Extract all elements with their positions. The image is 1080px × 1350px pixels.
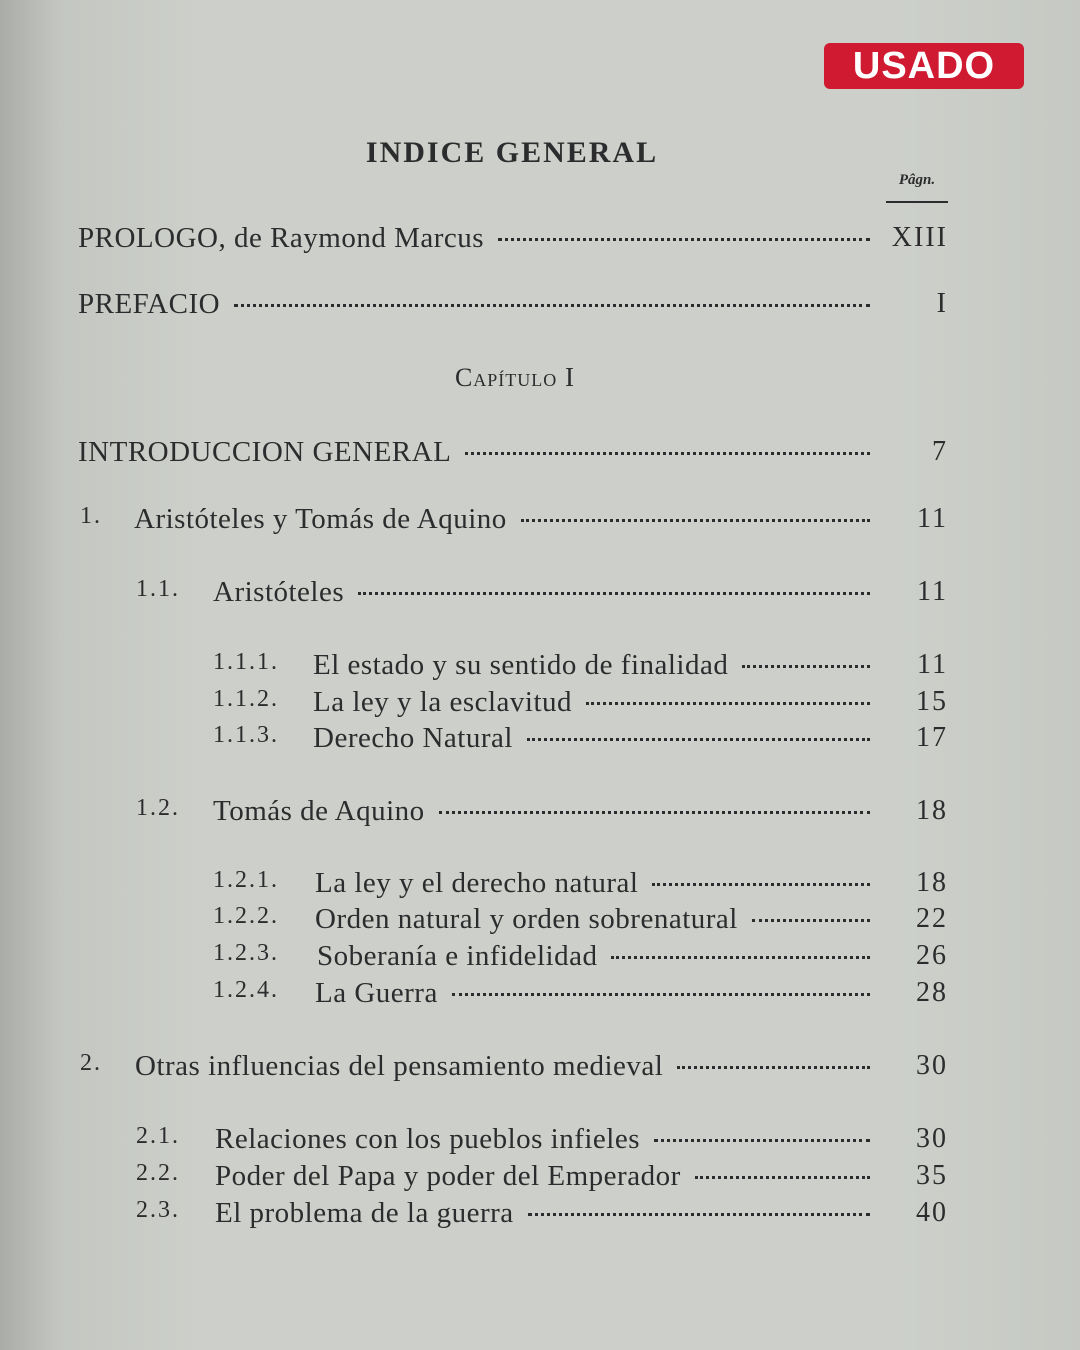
toc-entry xyxy=(0,795,1080,835)
leader-dots xyxy=(234,304,870,307)
entry-label: Derecho Natural xyxy=(313,722,513,754)
leader-dots xyxy=(452,993,870,996)
entry-label: Otras influencias del pensamiento medieval xyxy=(135,1050,664,1082)
leader-dots xyxy=(752,919,870,922)
toc-entry-introduccion xyxy=(0,436,1080,476)
leader-dots xyxy=(677,1066,870,1069)
entry-label: Soberanía e infidelidad xyxy=(317,940,598,972)
toc-entry xyxy=(0,1050,1080,1090)
toc-entry xyxy=(0,1123,1080,1163)
entry-page: 26 xyxy=(916,940,948,971)
leader-dots xyxy=(521,519,870,522)
entry-page: 30 xyxy=(916,1050,948,1081)
entry-label: Aristóteles xyxy=(213,576,345,608)
entry-label: Relaciones con los pueblos infieles xyxy=(215,1123,641,1155)
entry-label: El estado y su sentido de finalidad xyxy=(313,649,729,681)
leader-dots xyxy=(586,702,870,705)
toc-entry xyxy=(0,1160,1080,1200)
entry-label: Poder del Papa y poder del Emperador xyxy=(215,1160,681,1192)
entry-page: 30 xyxy=(916,1123,948,1154)
entry-page: 28 xyxy=(916,977,948,1008)
entry-label: Orden natural y orden sobrenatural xyxy=(315,903,738,935)
entry-label: La ley y la esclavitud xyxy=(313,686,573,718)
entry-page: 17 xyxy=(916,722,948,753)
entry-label: Aristóteles y Tomás de Aquino xyxy=(134,503,507,535)
entry-label: INTRODUCCION GENERAL xyxy=(78,436,452,468)
entry-number: 2.3. xyxy=(136,1197,180,1223)
leader-dots xyxy=(695,1176,870,1179)
entry-number: 2.2. xyxy=(136,1160,180,1186)
entry-page: 15 xyxy=(916,686,948,717)
entry-label: PROLOGO, de Raymond Marcus xyxy=(78,222,485,254)
leader-dots xyxy=(465,452,870,455)
chapter-numeral: I xyxy=(565,362,576,392)
entry-page: XIII xyxy=(891,222,948,253)
entry-number: 1.2.4. xyxy=(213,977,279,1003)
toc-entry xyxy=(0,722,1080,762)
entry-page: 11 xyxy=(917,649,948,680)
leader-dots xyxy=(439,811,870,814)
toc-entry xyxy=(0,1197,1080,1237)
toc-entry xyxy=(0,503,1080,543)
leader-dots xyxy=(654,1139,870,1142)
toc-entry-prologo xyxy=(0,222,1080,262)
entry-label: El problema de la guerra xyxy=(215,1197,514,1229)
page-column-header: Pâgn. xyxy=(886,172,948,203)
entry-page: 35 xyxy=(916,1160,948,1191)
toc-entry xyxy=(0,649,1080,689)
entry-number: 1.1.1. xyxy=(213,649,279,675)
entry-page: 7 xyxy=(932,436,948,467)
leader-dots xyxy=(498,238,870,241)
toc-entry xyxy=(0,576,1080,616)
entry-number: 2.1. xyxy=(136,1123,180,1149)
toc-entry xyxy=(0,686,1080,726)
leader-dots xyxy=(527,738,870,741)
leader-dots xyxy=(742,665,870,668)
entry-number: 1.1.2. xyxy=(213,686,279,712)
toc-entry xyxy=(0,940,1080,980)
entry-page: 22 xyxy=(916,903,948,934)
entry-label: PREFACIO xyxy=(78,288,221,320)
toc-entry xyxy=(0,867,1080,907)
entry-number: 1.2.3. xyxy=(213,940,279,966)
toc-entry-prefacio xyxy=(0,288,1080,328)
entry-number: 1.1.3. xyxy=(213,722,279,748)
entry-number: 1.2.1. xyxy=(213,867,279,893)
entry-number: 1.1. xyxy=(136,576,180,602)
page-title: INDICE GENERAL xyxy=(365,136,659,169)
entry-page: 18 xyxy=(916,795,948,826)
entry-page: 40 xyxy=(916,1197,948,1228)
entry-number: 2. xyxy=(80,1050,102,1076)
entry-label: La ley y el derecho natural xyxy=(315,867,639,899)
entry-page: 11 xyxy=(917,503,948,534)
used-badge: USADO xyxy=(824,43,1024,89)
chapter-heading xyxy=(0,362,1030,393)
toc-entry xyxy=(0,903,1080,943)
leader-dots xyxy=(528,1213,870,1216)
entry-number: 1.2.2. xyxy=(213,903,279,929)
chapter-word: Capítulo xyxy=(454,363,558,392)
leader-dots xyxy=(358,592,870,595)
entry-number: 1. xyxy=(80,503,102,529)
entry-page: 18 xyxy=(916,867,948,898)
toc-entry xyxy=(0,977,1080,1017)
entry-number: 1.2. xyxy=(136,795,180,821)
entry-page: I xyxy=(936,288,948,319)
leader-dots xyxy=(652,883,870,886)
leader-dots xyxy=(611,956,870,959)
entry-label: Tomás de Aquino xyxy=(213,795,425,827)
entry-label: La Guerra xyxy=(315,977,438,1009)
entry-page: 11 xyxy=(917,576,948,607)
